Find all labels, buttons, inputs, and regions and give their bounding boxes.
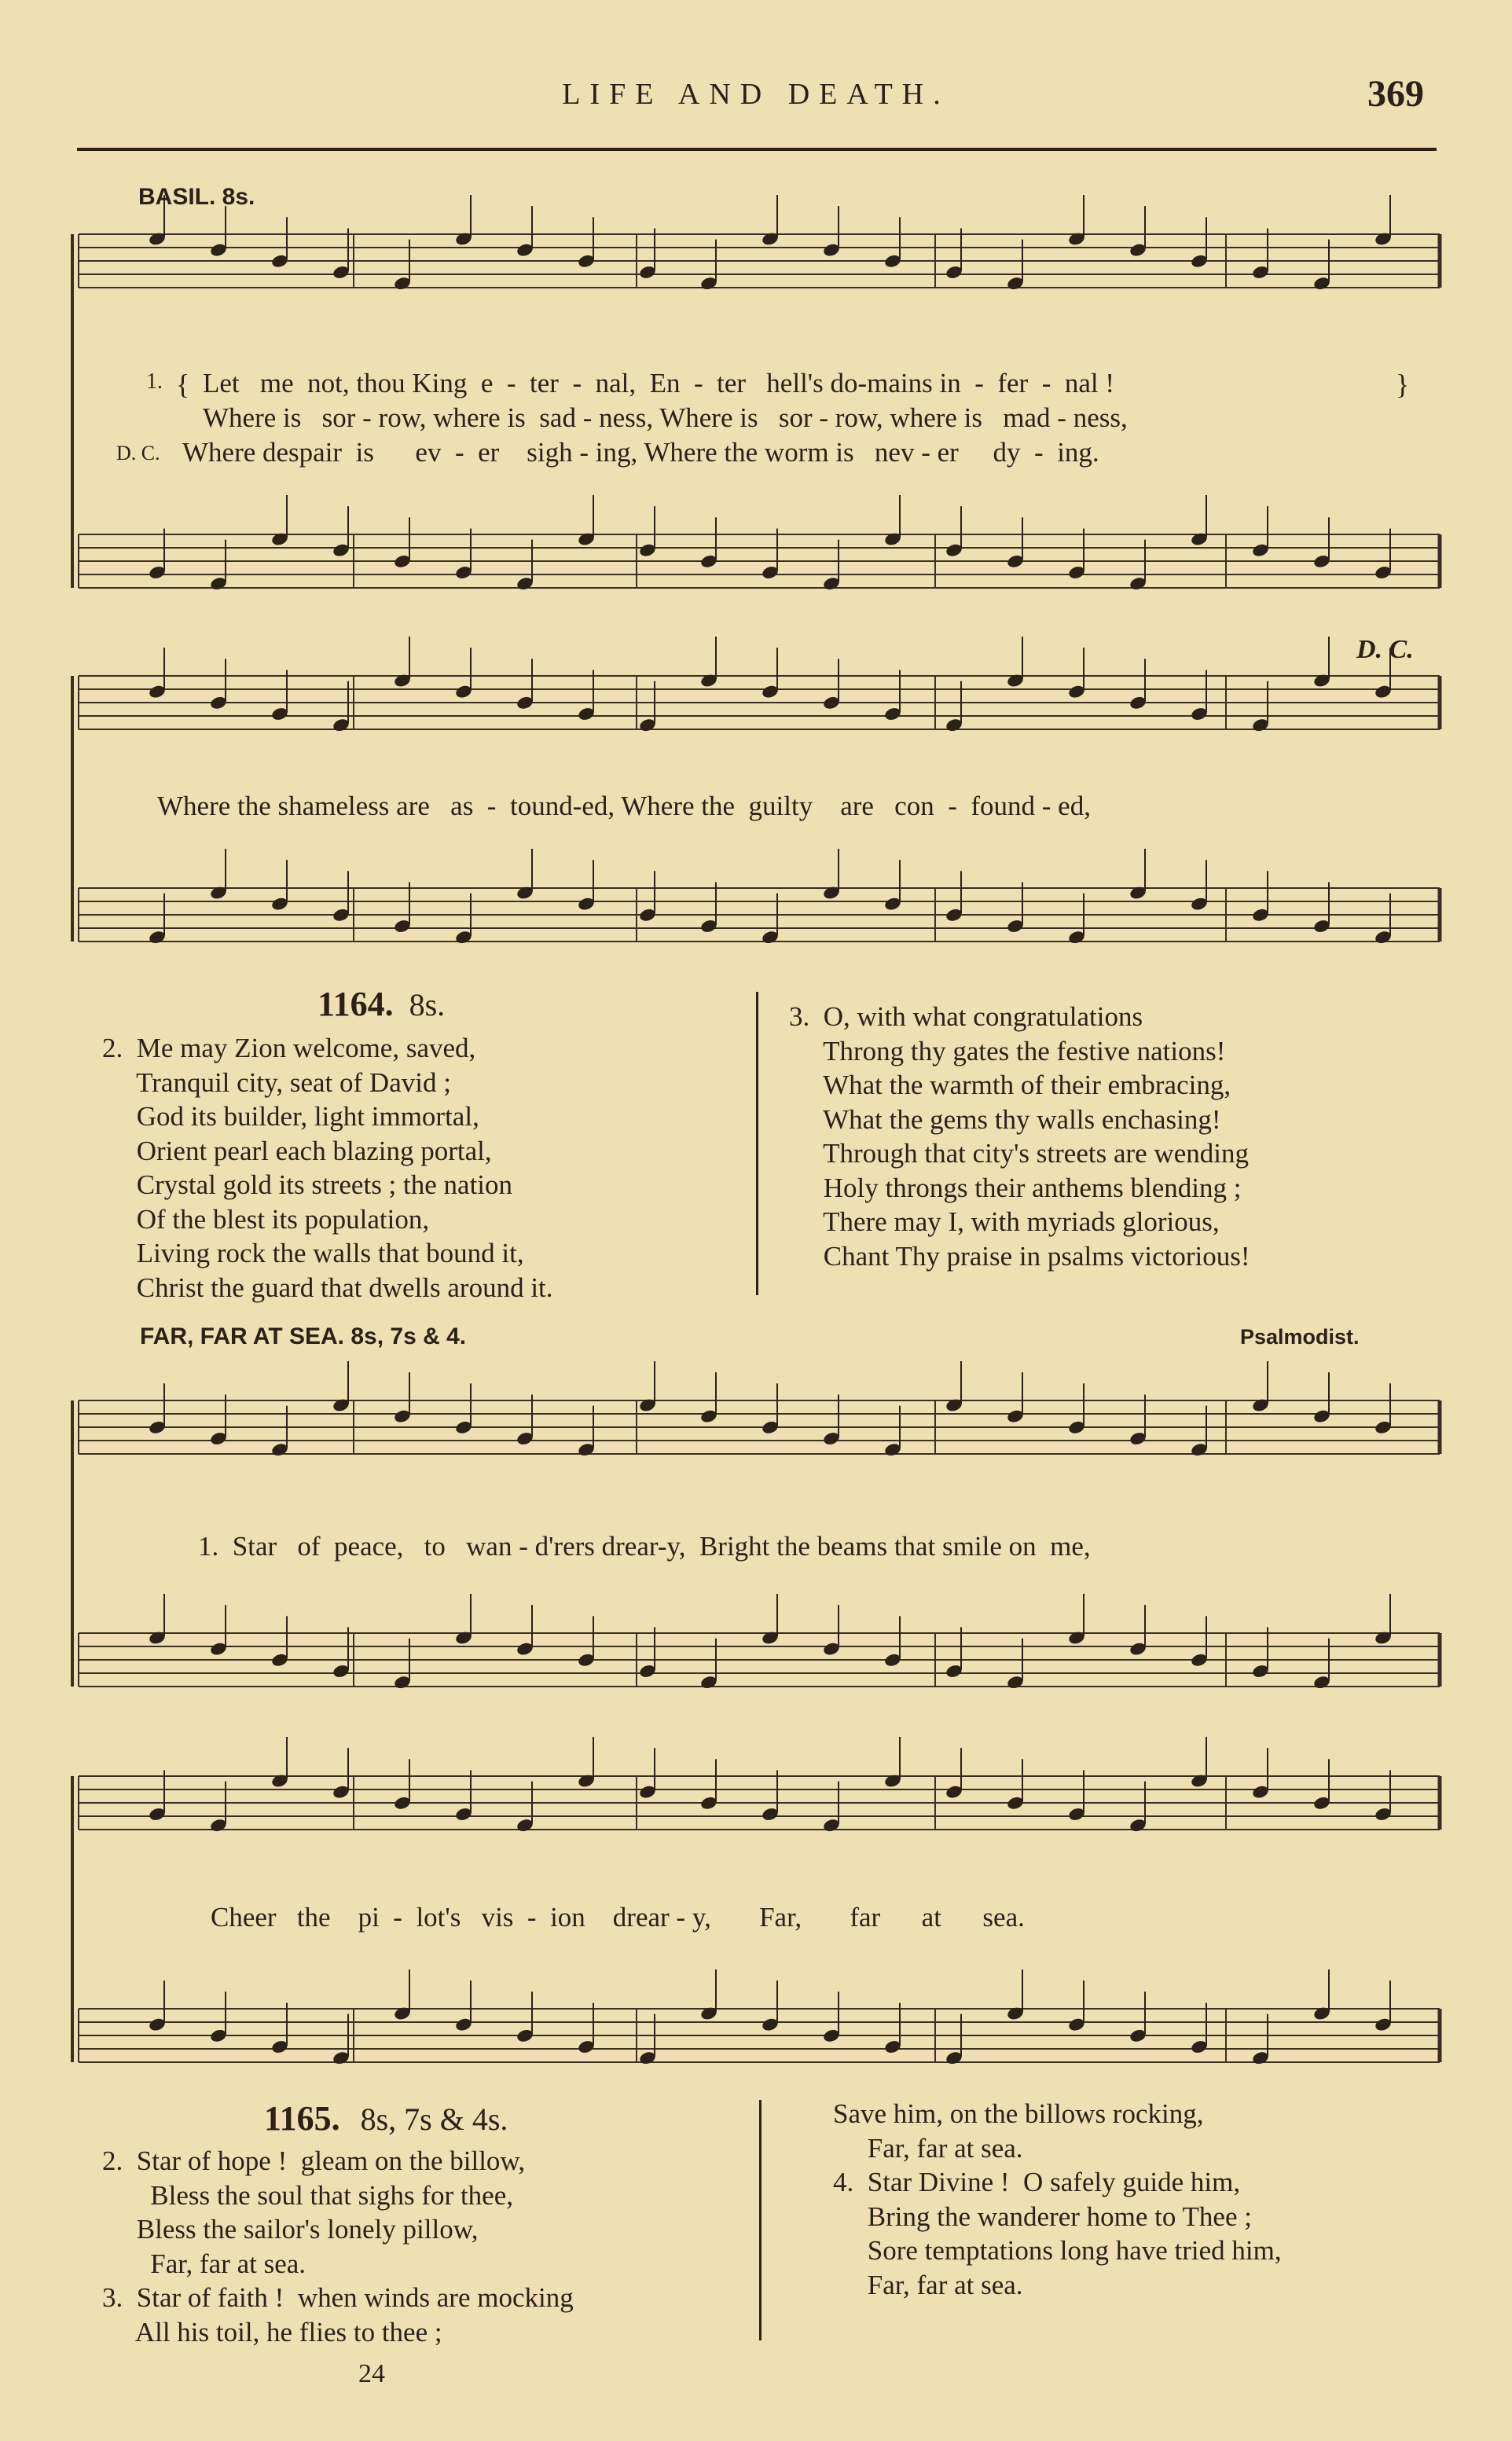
dc-mark: D. C. xyxy=(1356,635,1414,664)
dc-label: D. C. xyxy=(116,442,160,464)
hymn-meter: 8s, 7s & 4s. xyxy=(360,2101,508,2137)
hymn-meter: 8s. xyxy=(409,987,446,1022)
tune1-lyric-line4: Where the shameless are as - tound-ed, Where the guilty are con - found - ed, xyxy=(157,791,1091,821)
stanza-line: 2. Star of hope ! gleam on the billow, xyxy=(102,2146,526,2176)
stanza-line: Tranquil city, seat of David ; xyxy=(102,1066,451,1098)
tune2-lyric-line1: 1. Star of peace, to wan - d'rers drear-y, Bright the beams that smile on me, xyxy=(198,1531,1091,1562)
brace-left: { xyxy=(176,369,190,400)
stanza-line: Sore temptations long have tried him, xyxy=(833,2235,1282,2266)
brace-right: } xyxy=(1396,369,1410,400)
stanza-line: Far, far at sea. xyxy=(833,2132,1023,2164)
tune-title-basil: BASIL. 8s. xyxy=(138,184,255,210)
hymn-1164-heading xyxy=(317,984,445,1024)
stanza-line: Through that city's streets are wending xyxy=(789,1138,1249,1169)
tune2-lyric-line2: Cheer the pi - lot's vis - ion drear - y, Far, far at sea. xyxy=(211,1902,1025,1933)
tune-title-far-far-at-sea: FAR, FAR AT SEA. 8s, 7s & 4. xyxy=(140,1323,467,1349)
stanza-line: 3. Star of faith ! when winds are mocking xyxy=(102,2282,574,2313)
stanza-line: Throng thy gates the festive nations! xyxy=(789,1035,1226,1066)
stanza-line: Far, far at sea. xyxy=(833,2269,1023,2300)
stanza-line: Living rock the walls that bound it, xyxy=(102,1238,524,1268)
hymn-1164-stanza-2 xyxy=(102,1031,553,1305)
stanza-line: 3. O, with what congratulations xyxy=(789,1001,1143,1032)
tune1-lyric-line2: Where is sor - row, where is sad - ness, Where is sor - row, where is mad - ness, xyxy=(203,402,1128,433)
running-title: LIFE AND DEATH. xyxy=(562,78,950,111)
stanza-line: Bring the wanderer home to Thee ; xyxy=(833,2201,1252,2232)
stanza-line: All his toil, he flies to thee ; xyxy=(102,2316,442,2347)
stanza-line: Bless the soul that sighs for thee, xyxy=(102,2179,514,2211)
stanza-line: 2. Me may Zion welcome, saved, xyxy=(102,1033,476,1063)
stanza-line: 4. Star Divine ! O safely guide him, xyxy=(833,2167,1241,2197)
stanza-line: Save him, on the billows rocking, xyxy=(833,2098,1204,2129)
stanza-line: There may I, with myriads glorious, xyxy=(789,1206,1220,1237)
stanza-line: Holy throngs their anthems blending ; xyxy=(789,1172,1242,1203)
column-divider xyxy=(756,992,758,1295)
stanza-line: Of the blest its population, xyxy=(102,1203,430,1235)
verse-number: 1. xyxy=(146,369,163,394)
hymn-1164-stanza-3 xyxy=(789,1000,1250,1273)
stanza-line: Crystal gold its streets ; the nation xyxy=(102,1169,513,1200)
stanza-line: Far, far at sea. xyxy=(102,2248,306,2279)
tune1-lyric-line1: Let me not, thou King e - ter - nal, En - ter hell's do-mains in - fer - nal ! xyxy=(203,368,1115,398)
composer: Psalmodist. xyxy=(1240,1325,1360,1349)
hymn-number: 1164. xyxy=(317,985,394,1023)
stanza-line: Chant Thy praise in psalms victorious! xyxy=(789,1240,1250,1272)
stanza-line: Bless the sailor's lonely pillow, xyxy=(102,2214,479,2245)
column-divider-2 xyxy=(759,2100,762,2340)
signature-mark: 24 xyxy=(358,2359,385,2388)
hymn-number: 1165. xyxy=(264,2099,340,2138)
stanza-line: Orient pearl each blazing portal, xyxy=(102,1135,492,1166)
stanza-line: What the gems thy walls enchasing! xyxy=(789,1103,1221,1135)
hymn-1165-heading xyxy=(264,2098,508,2138)
tune1-lyric-line3: Where despair is ev - er sigh - ing, Where the worm is nev - er dy - ing. xyxy=(182,437,1099,468)
stanza-line: God its builder, light immortal, xyxy=(102,1101,479,1132)
hymn-1165-right-column xyxy=(833,2097,1282,2302)
stanza-line: Christ the guard that dwells around it. xyxy=(102,1272,553,1303)
hymn-1165-left-column xyxy=(102,2144,574,2349)
page-number: 369 xyxy=(1367,73,1424,115)
stanza-line: What the warmth of their embracing, xyxy=(789,1070,1231,1100)
